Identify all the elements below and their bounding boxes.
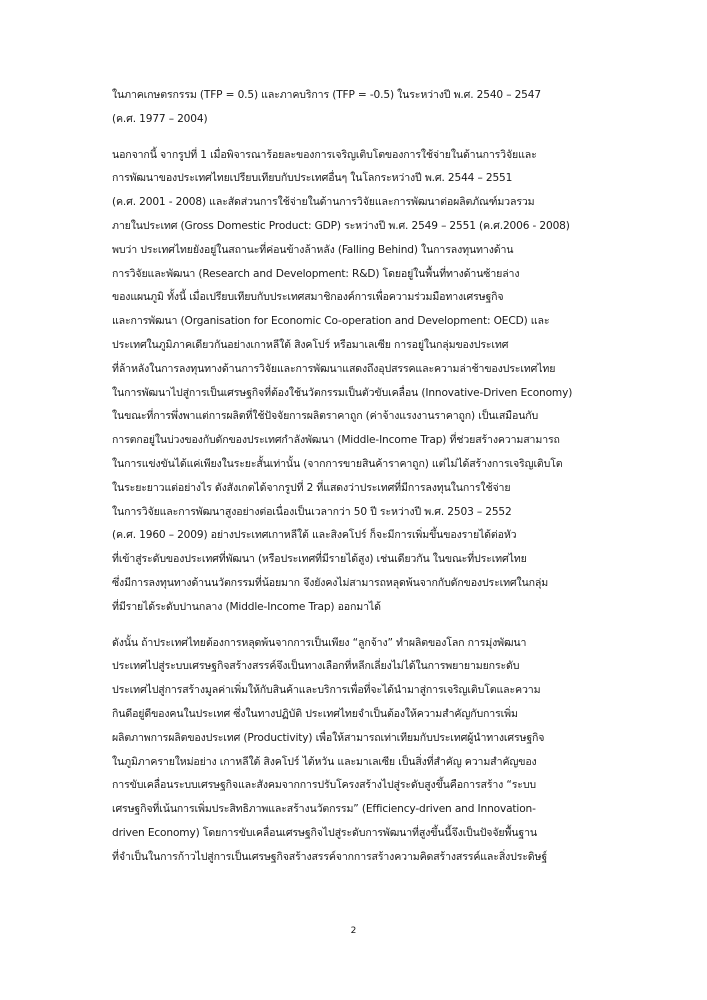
text-line: driven Economy) โดยการขับเคลื่อนเศรษฐกิจไปสู่ระดับการพัฒนาที่สูงขึ้นนี้จึงเป็นปัจจัยพื้นฐาน: [112, 826, 537, 839]
document-page: [112, 84, 612, 882]
text-line: การวิจัยและพัฒนา (Research and Development: R&D) โดยอยู่ในพื้นที่ทางด้านซ้ายล่าง: [112, 267, 520, 280]
paragraph-3: [112, 632, 612, 870]
text-line: ประเทศไปสู่ระบบเศรษฐกิจสร้างสรรค์จึงเป็นทางเลือกที่หลีกเลี่ยงไม่ได้ในการพยายามยกระดับ: [112, 660, 520, 673]
text-line: ในการพัฒนาไปสู่การเป็นเศรษฐกิจที่ต้องใช้นวัตกรรมเป็นตัวขับเคลื่อน (Innovative-Driven Economy): [112, 386, 573, 399]
text-line: ที่จำเป็นในการก้าวไปสู่การเป็นเศรษฐกิจสร้างสรรค์จากการสร้างความคิดสร้างสรรค์และสิ่งประดิษฐ์: [112, 850, 548, 863]
text-line: (ค.ศ. 2001 - 2008) และสัดส่วนการใช้จ่ายในด้านการวิจัยและการพัฒนาต่อผลิตภัณฑ์มวลรวม: [112, 196, 535, 209]
text-line: ของแผนภูมิ ทั้งนี้ เมื่อเปรียบเทียบกับประเทศสมาชิกองค์การเพื่อความร่วมมือทางเศรษฐกิจ: [112, 291, 504, 304]
text-line: กินดีอยู่ดีของคนในประเทศ ซึ่งในทางปฏิบัติ ประเทศไทยจำเป็นต้องให้ความสำคัญกับการเพิ่ม: [112, 707, 518, 720]
text-line: ในภูมิภาครายใหม่อย่าง เกาหลีใต้ สิงคโปร์ ไต้หวัน และมาเลเซีย เป็นสิ่งที่สำคัญ ความสำคัญของ: [112, 755, 537, 768]
text-line: ในการแข่งขันได้แค่เพียงในระยะสั้นเท่านั้น (จากการขายสินค้าราคาถูก) แต่ไม่ได้สร้างการเจริญเติบโต: [112, 457, 563, 470]
text-line: ในระยะยาวแต่อย่างไร ดังสังเกตได้จากรูปที่ 2 ที่แสดงว่าประเทศที่มีการลงทุนในการใช้จ่าย: [112, 481, 511, 494]
text-line: เศรษฐกิจที่เน้นการเพิ่มประสิทธิภาพและสร้างนวัตกรรม” (Efficiency-driven and Innovation-: [112, 803, 536, 816]
text-line: ในขณะที่การพึ่งพาแต่การผลิตที่ใช้ปัจจัยการผลิตราคาถูก (ค่าจ้างแรงงานราคาถูก) เป็นเสมือนกับ: [112, 410, 539, 423]
text-line: ที่เข้าสู่ระดับของประเทศที่พัฒนา (หรือประเทศที่มีรายได้สูง) เช่นเดียวกัน ในขณะที่ประเทศไทย: [112, 553, 527, 566]
text-line: ภายในประเทศ (Gross Domestic Product: GDP) ระหว่างปี พ.ศ. 2549 – 2551 (ค.ศ.2006 - 2008): [112, 219, 570, 232]
text-line: (ค.ศ. 1977 – 2004): [112, 112, 208, 125]
text-line: พบว่า ประเทศไทยยังอยู่ในสถานะที่ค่อนข้างล้าหลัง (Falling Behind) ในการลงทุนทางด้าน: [112, 243, 514, 256]
text-line: ดังนั้น ถ้าประเทศไทยต้องการหลุดพ้นจากการเป็นเพียง “ลูกจ้าง” ทำผลิตของโลก การมุ่งพัฒนา: [112, 636, 527, 649]
text-line: การพัฒนาของประเทศไทยเปรียบเทียบกับประเทศอื่นๆ ในโลกระหว่างปี พ.ศ. 2544 – 2551: [112, 172, 513, 185]
text-line: ที่มีรายได้ระดับปานกลาง (Middle-Income Trap) ออกมาได้: [112, 600, 381, 613]
text-line: การขับเคลื่อนระบบเศรษฐกิจและสังคมจากการปรับโครงสร้างไปสู่ระดับสูงขึ้นคือการสร้าง “ระบบ: [112, 779, 536, 792]
text-line: การตกอยู่ในบ่วงของกับดักของประเทศกำลังพัฒนา (Middle-Income Trap) ที่ช่วยสร้างความสามารถ: [112, 434, 560, 447]
text-line: และการพัฒนา (Organisation for Economic Co-operation and Development: OECD) และ: [112, 315, 550, 328]
text-line: ที่ล้าหลังในการลงทุนทางด้านการวิจัยและการพัฒนาแสดงถึงอุปสรรคและความล่าช้าของประเทศไทย: [112, 362, 556, 375]
paragraph-2: [112, 144, 612, 620]
text-line: ประเทศในภูมิภาคเดียวกันอย่างเกาหลีใต้ สิงคโปร์ หรือมาเลเซีย การอยู่ในกลุ่มของประเทศ: [112, 338, 509, 351]
text-line: ซึ่งมีการลงทุนทางด้านนวัตกรรมที่น้อยมาก จึงยังคงไม่สามารถหลุดพ้นจากกับดักของประเทศในกลุ่ม: [112, 576, 549, 589]
text-line: ผลิตภาพการผลิตของประเทศ (Productivity) เพื่อให้สามารถเท่าเทียมกับประเทศผู้นำทางเศรษฐกิจ: [112, 731, 545, 744]
page-number: 2: [350, 926, 357, 936]
text-line: ในภาคเกษตรกรรม (TFP = 0.5) และภาคบริการ (TFP = -0.5) ในระหว่างปี พ.ศ. 2540 – 2547: [112, 89, 541, 101]
text-line: (ค.ศ. 1960 – 2009) อย่างประเทศเกาหลีใต้ และสิงคโปร์ ก็จะมีการเพิ่มขึ้นของรายได้ต่อหัว: [112, 529, 517, 542]
text-line: นอกจากนี้ จากรูปที่ 1 เมื่อพิจารณาร้อยละของการเจริญเติบโตของการใช้จ่ายในด้านการวิจัยและ: [112, 148, 537, 161]
text-line: ในการวิจัยและการพัฒนาสูงอย่างต่อเนื่องเป็นเวลากว่า 50 ปี ระหว่างปี พ.ศ. 2503 – 2552: [112, 505, 512, 518]
paragraph-1: [112, 84, 612, 132]
text-line: ประเทศไปสู่การสร้างมูลค่าเพิ่มให้กับสินค้าและบริการเพื่อที่จะได้นำมาสู่การเจริญเติบโตและความ: [112, 684, 541, 697]
